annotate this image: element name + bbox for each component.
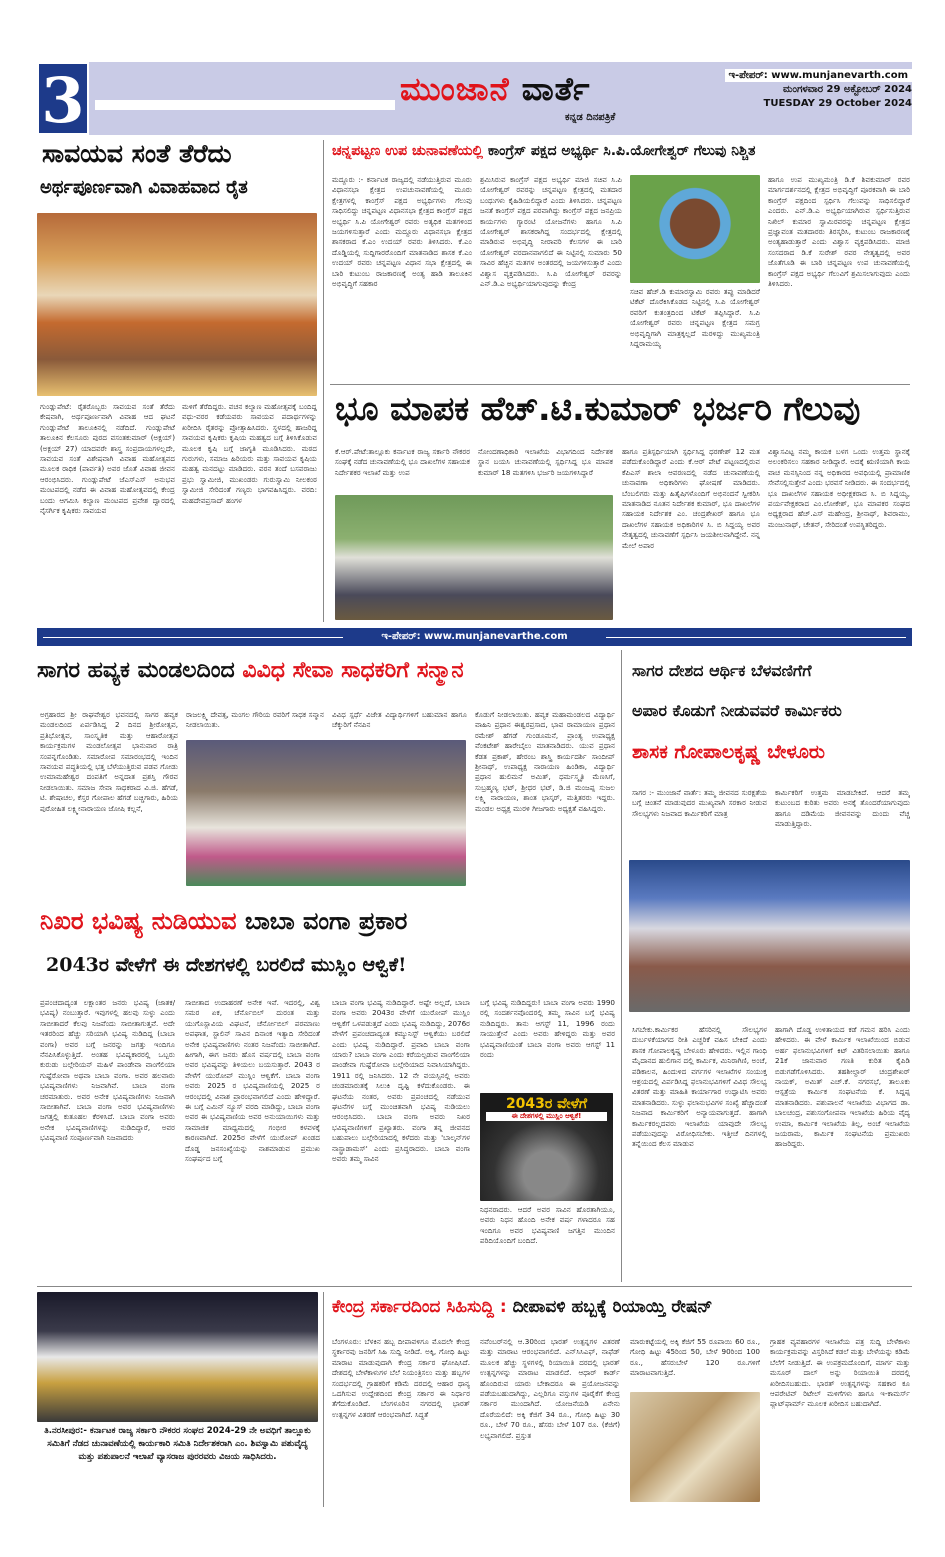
baba-col-1: ಪ್ರಪಂಚದಾದ್ಯಂತ ಲಕ್ಷಾಂತರ ಜನರು ಭವಿಷ್ಯ (ಜಾತಕ/ಭವಿಷ್ಯ) ನಂಬುತ್ತಾರೆ. ಇವುಗಳಲ್ಲಿ ಹಲವು ಸುಳ್ಳು ಎಂದು ಸಾಬೀತಾದರೆ ಕೆಲವು ನಿಜವೆಂದು ಸಾಬೀತಾಗುತ್ತವೆ. ಅದೇ ಇತರರಿಂದ ಹೆಚ್ಚು ಸರಿಯಾಗಿ ಭವಿಷ್ಯ ನುಡಿದಿದ್ದ (ಬಾಬಾ ವಂಗಾ) ಅವರ ಬಗ್ಗೆ ಜನರನ್ನು ಜಗತ್ತು ಇಂದಿಗೂ ನೆನಪಿಸಿಕೊಳ್ಳುತ್ತಿದೆ. ಅಂತಹ ಭವಿಷ್ಯಕಾರರಲ್ಲಿ ಒಬ್ಬರು ಕುರುಡು ಬಲ್ಗೇರಿಯನ್ ಮಹಿಳೆ ಪಾಂಡೇವಾ ವಾಂಗೆಲಿಯಾ ಗುಷ್ಟೆರೋವಾ ಅಥವಾ ಬಾಬಾ ವಂಗಾ. ಅವರ ಹಲವಾರು ಭವಿಷ್ಯವಾಣಿಗಳು ನಿಜವಾಗಿವೆ. ಬಾಬಾ ವಂಗಾ ಚರಮಾತುರು. ಅವರ ಅನೇಕ ಭವಿಷ್ಯವಾಣಿಗಳು ನಿಜವಾಗಿ ಸಾಬೀತಾಗಿವೆ. ಬಾಬಾ ವಂಗಾ ಅವರ ಭವಿಷ್ಯವಾಣಿಗಳು ಜಗತ್ತಲ್ಲಿ ಕುತೂಹಲ ಕೆರಳಿಸಿದೆ. ಬಾಬಾ ವಂಗಾ ಅವರು ಅನೇಕ ಭವಿಷ್ಯವಾಣಿಗಳನ್ನು ನುಡಿದಿದ್ದಾರೆ, ಅವರ ಭವಿಷ್ಯವಾಣಿ ಸಂಪೂರ್ಣವಾಗಿ ನಿಜವಾದರು xyxy=(40,998,175,1143)
headline-red: ಚನ್ನಪಟ್ಟಣ ಉಪ ಚುನಾವಣೆಯಲ್ಲಿ xyxy=(332,143,484,159)
baba-vanga-image xyxy=(480,1093,613,1201)
organic-col-1: ಗುಂಡ್ಲುಪೇಟೆ: ರೈತರೊಬ್ಬರು ಸಾವಯವ ಸಂತೆ ತೆರೆದು ಕೇಷವಾಗಿ, ಅರ್ಥಪೂರ್ಣವಾಗಿ ವಿವಾಹ ಆದ ಘಟನೆ ಗುಂಡ್ಲುಪೇಟೆ ತಾಲೂಕಿನಲ್ಲಿ ನಡೆದಿದೆ. ಗುಂಡ್ಲುಪೇಟೆ ತಾಲೂಕಿನ ಕೆಲಸೂರು ಪುರದ ವಸಂತಕುಮಾರ್ (ಅಕ್ಷಯ್) (ಅಕ್ಷಯ್ 27) ಯಾದವರೇ ಶಾಸ್ತ್ರ ಸಂಪ್ರದಾಯಗಳಲ್ಲದೇ, ಸಾವಯವ ಸಂತೆ ವಿಶೇಷವಾಗಿ ವಿವಾಹ ಮಹೋತ್ಸವದ ಮೂಲಕ ರಾಧಿಕ (ಪಾರ್ವತಿ) ಅವರ ಜೊತೆ ವಿವಾಹ ಜೀವನ ಆರಂಭಿಸಿದರು. ಗುಂಡ್ಲುಪೇಟೆ ಜೆಎಸ್‌ಎಸ್ ಅನುಭವ ಮಂಟಪದಲ್ಲಿ ನಡೆದ ಈ ವಿವಾಹ ಮಹೋತ್ಸವದಲ್ಲಿ ಕೇಂದ್ರ ಬಂದು ಆಗಮಿಸಿ ಕಲ್ಯಾಣ ಮಂಟಪದ ಪ್ರವೇಶ ದ್ವಾರದಲ್ಲಿ ನೈಸರ್ಗಿಕ ಕೃಷಿಕರು ಸಾವಯವ xyxy=(40,402,175,516)
ration-col-2: ನವೆಂಬರ್‌ನಲ್ಲಿ ಆ.30ರಿಂದ ಭಾರತ್ ಉತ್ಪನ್ನಗಳ ವಿತರಣೆ ಮತ್ತು ಮಾರಾಟ ಆರಂಭವಾಗಲಿದೆ. ಎನ್‌ಸಿಸಿಎಫ್, ನಾಫೆಡ್ ಮೂಲಕ ಹೆಚ್ಚು ಸ್ಥಳಗಳಲ್ಲಿ ರಿಯಾಯಿತಿ ದರದಲ್ಲಿ ಭಾರತ್ ಉತ್ಪನ್ನಗಳನ್ನು ಮಾರಾಟ ಮಾಡಲಿದೆ. ಆಧಾರ್ ಕಾರ್ಡ್ ಹೊಂದಿರುವ ಯಾರು ಬೇಕಾದರೂ ಈ ಪ್ರಯೋಜನವನ್ನು ಪಡೆಯಬಹುದಾಗಿದ್ದು, ಎಲ್ಲರಿಗೂ ವಸ್ತುಗಳ ಪೂರೈಕೆಗೆ ಕೇಂದ್ರ ಸರ್ಕಾರ ಮುಂದಾಗಿದೆ. ಯೋಜನೆಯಡಿ ಏನೇನು ದೊರೆಯಲಿದೆ: ಅಕ್ಕಿ ಕೆಜಿಗೆ 34 ರೂ., ಗೋಧಿ ಹಿಟ್ಟು 30 ರೂ., ಬೇಳೆ 70 ರೂ., ಹೆಸರು ಬೇಳೆ 107 ರೂ. (ಕೆಜಿಗೆ) ಲಭ್ಯವಾಗಲಿದೆ. ಪ್ರಸ್ತುತ xyxy=(480,1337,620,1440)
headline-black: ಸಾಗರ ಹವ್ಯಕ ಮಂಡಲದಿಂದ xyxy=(37,658,235,683)
date-english: TUESDAY 29 October 2024 xyxy=(763,98,912,109)
column-divider xyxy=(323,140,324,622)
headline-black: ದೀಪಾವಳಿ ಹಬ್ಬಕ್ಕೆ ರಿಯಾಯ್ತಿ ರೇಷನ್ xyxy=(512,1297,713,1317)
ration-col-3: ಮಾರುಕಟ್ಟೆಯಲ್ಲಿ ಅಕ್ಕಿ ಕೆಜಿಗೆ 55 ರೂಪಾಯಿ 60 ರೂ., ಗೋಧಿ ಹಿಟ್ಟು 45ರಿಂದ 50, ಬೇಳೆ 90ರಿಂದ 100 ರೂ., ಹೆಸರುಬೇಳೆ 120 ರೂ.ಗಳಿಗೆ ಮಾರಾಟವಾಗುತ್ತಿದೆ. xyxy=(630,1337,760,1378)
channapatna-col-2: ಶ್ರಮಿಸಿರುವ ಕಾಂಗ್ರೆಸ್ ಪಕ್ಷದ ಅಭ್ಯರ್ಥಿ ಮಾಜಿ ಸಚಿವ ಸಿ.ಪಿ ಯೋಗೇಶ್ವರ್ ರವರನ್ನು ಚನ್ನಪಟ್ಟಣ ಕ್ಷೇತ್ರದಲ್ಲಿ ಮತದಾರ ಬಂಧುಗಳು ಕೈಹಿಡಿಯಲಿದ್ದಾರೆ ಎಂದು ತಿಳಿಸಿದರು. ಚನ್ನಪಟ್ಟಣ ಜನತೆ ಕಾಂಗ್ರೆಸ್ ಪಕ್ಷದ ಪರವಾಗಿದ್ದು ಕಾಂಗ್ರೆಸ್ ಪಕ್ಷದ ಜನಪ್ರಿಯ ಕಾರ್ಯಗಳು ಗ್ಯಾರಂಟಿ ಯೋಜನೆಗಳು ಹಾಗೂ ಸಿ.ಪಿ ಯೋಗೇಶ್ವರ್ ಶಾಸಕರಾಗಿದ್ದ ಸಂದರ್ಭದಲ್ಲಿ ಕ್ಷೇತ್ರದಲ್ಲಿ ಮಾಡಿರುವ ಅಭಿವೃದ್ಧಿ ನೀರಾವರಿ ಕೆಲಸಗಳ ಈ ಬಾರಿ ಯೋಗೇಶ್ವರ್ ವರದಾನವಾಗಲಿದೆ ಈ ನಿಟ್ಟಿನಲ್ಲಿ ಸುಮಾರು 50 ಸಾವಿರ ಹೆಚ್ಚಿನ ಮತಗಳ ಅಂತರದಲ್ಲಿ ಜಯಗಳಿಸುತ್ತಾರೆ ಎಂದು ವಿಶ್ವಾಸ ವ್ಯಕ್ತಪಡಿಸಿದರು. ಸಿ.ಪಿ ಯೋಗೇಶ್ವರ್ ರವರನ್ನು ಎನ್.ಡಿ.ಎ ಅಭ್ಯರ್ಥಿಯಾಗುವುದನ್ನು ಕೇಂದ್ರ xyxy=(480,175,622,289)
headline-red: ವಿವಿಧ ಸೇವಾ ಸಾಧಕರಿಗೆ ಸನ್ಮಾನ xyxy=(242,658,464,683)
havyaka-col-3: ವಿವಿಧ ಸ್ಪರ್ಧೆ ವಿಜೇತ ವಿದ್ಯಾರ್ಥಿಗಳಿಗೆ ಬಹುಮಾನ ಹಾಗೂ ಚೆಕ್ಕುರಿಗೆ ನೆನಪಿನ xyxy=(332,710,467,730)
belur-headline-2: ಅಪಾರ ಕೊಡುಗೆ ನೀಡುವವರೆ ಕಾರ್ಮಿಕರು xyxy=(632,701,842,720)
kumar-headline: ಭೂ ಮಾಪಕ ಹೆಚ್.ಟಿ.ಕುಮಾರ್ ಭರ್ಜರಿ ಗೆಲುವು xyxy=(335,389,861,428)
baba-col-4: ಬಗ್ಗೆ ಭವಿಷ್ಯ ನುಡಿದಿದ್ದರು! ಬಾಬಾ ವಂಗಾ ಅವರು 1990 ರಲ್ಲಿ ಸಂದರ್ಶನವೊಂದರಲ್ಲಿ ತಮ್ಮ ಸಾವಿನ ಬಗ್ಗೆ ಭವಿಷ್ಯ ನುಡಿದಿದ್ದರು. ತಾನು ಆಗಸ್ಟ್ 11, 1996 ರಂದು ಸಾಯುತ್ತೇನೆ ಎಂದು ಅವರು ಹೇಳಿದ್ದರು ಮತ್ತು ಅವರ ಭವಿಷ್ಯವಾಣಿಯಂತೆ ಬಾಬಾ ವಂಗಾ ಅವರು ಆಗಸ್ಟ್ 11 ರಂದು xyxy=(480,998,615,1060)
logo-black: ವಾರ್ತೆ xyxy=(521,70,591,108)
labour-event-photo xyxy=(629,860,910,1012)
date-kannada: ಮಂಗಳವಾರ 29 ಅಕ್ಟೋಬರ್ 2024 xyxy=(783,84,912,95)
masthead-info xyxy=(683,70,912,112)
baba-subhead: 2043ರ ವೇಳೆಗೆ ಈ ದೇಶಗಳಲ್ಲಿ ಬರಲಿದೆ ಮುಸ್ಲಿಂ ಆಳ್ವಿಕೆ! xyxy=(46,954,407,976)
kumar-col-2: ನೋಂದಣಾಧಿಕಾರಿ ಇಲಾಖೆಯ ವಿಭಾಗದಿಂದ ನಿರ್ದೇಶಕ ಸ್ಥಾನ ಬಯಸಿ ಚುನಾವಣೆಯಲ್ಲಿ ಸ್ಪರ್ಧಿಸಿದ್ದ ಭೂ ಮಾಪಕ ಕುಮಾರ್ 18 ಮತಗಳಿಸಿ ಭರ್ಜರಿ ಜಯಗಳಿಸಿದ್ದಾರೆ xyxy=(478,447,613,477)
banner-url[interactable]: ಇ-ಪೇಪರ್: www.munjanevarthe.com xyxy=(381,631,568,642)
kumar-col-1: ಕೆ.ಆರ್.ಪೇಟೆ:ತಾಲ್ಲೂಕು ಕರ್ನಾಟಕ ರಾಜ್ಯ ಸರ್ಕಾರಿ ನೌಕರರ ಸಂಘಕ್ಕೆ ನಡೆದ ಚುನಾವಣೆಯಲ್ಲಿ ಭೂ ದಾಖಲೆಗಳ ಸಹಾಯಕ ನಿರ್ದೇಶಕರ ಇಲಾಖೆ ಮತ್ತು ಉಪ xyxy=(335,447,470,477)
epaper-banner xyxy=(37,628,912,646)
belur-col-4: ಹಾಗಾಗಿ ದೊಡ್ಡ ಉಳಿತಾಯದ ಕಡೆ ಗಮನ ಹರಿಸಿ ಎಂದು ಹೇಳಿದರು. ಈ ವೇಳೆ ಕಾರ್ಮಿಕ ಇಲಾಖೆಯಿಂದ ಬಿಡುವ ಅರ್ಹ ಫಲಾನುಭವಿಗಳಿಗೆ ಕಿಟ್ ವಿತರಿಸಲಾಯಿತು ಹಾಗೂ 21ಕೆ ಜಾನುವಾರ ಗಣತಿ ಕುರಿತ ಕೈಪಿಡಿ ಬಿಡುಗಡೆಗೊಳಿಸಿದರು. ತಹಶೀಲ್ದಾರ್ ಚಂದ್ರಶೇಖರ್ ನಾಯಕ್, ಅಮಿತ್ ಎಚ್.ಕೆ. ನಗರಸಭೆ, ತಾಲೂಕು ಆಸ್ಪತ್ರೆಯ ಕಾರ್ಮಿಕ ಸಂಘಟನೆಯ ಕೆ. ಸಿದ್ದಪ್ಪ ಮಾತನಾಡಿದರು. ಪಶುಪಾಲನೆ ಇಲಾಖೆಯ ವಿಭಾಗದ ಡಾ. ಬಾಲಚಂದ್ರ, ಪಶುಸಂಗೋಪನಾ ಇಲಾಖೆಯ ಹಿರಿಯ ವೈದ್ಯ ಉಮಾ, ಕಾರ್ಮಿಕ ಇಲಾಖೆಯ ತಿಲ್ಲ, ಅಂಚೆ ಇಲಾಖೆಯ ಜಯರಾಮ, ಕಾರ್ಮಿಕ ಸಂಘಟನೆಯ ಪ್ರಮುಖರು ಹಾಜರಿದ್ದರು. xyxy=(775,1025,910,1149)
divider xyxy=(37,1286,912,1287)
ration-col-4: ಗ್ರಾಹಕ ವ್ಯವಹಾರಗಳ ಇಲಾಖೆಯ ಪತ್ರ ಸುದ್ದಿ ಬೇಳೆಕಾಳು ಕಾರ್ಯಕ್ರಮವನ್ನು ವಿಸ್ತರಿಸಿದೆ ಕಡಲೆ ಮತ್ತು ಬೇಳೆಯನ್ನು ಕಡಿಮೆ ಬೆಲೆಗೆ ನೀಡುತ್ತಿದೆ. ಈ ಉಪಕ್ರಮದೊಂದಿಗೆ, ಮಾರ್ಗ ಮತ್ತು ಮಸೂರ್ ದಾಲ್ ಅನ್ನು ರಿಯಾಯಿತಿ ದರದಲ್ಲಿ ಖರೀದಿಸಬಹುದು. ಭಾರತ್ ಉತ್ಪನ್ನಗಳನ್ನು ಸಹಕಾರ ಕೂ ಆಪರೇಟಿವ್ ರಿಟೇಲ್ ಮಳಿಗೆಗಳು ಹಾಗೂ ಇ-ಕಾಮರ್ಸ್ ಪ್ಲಾಟ್‌ಫಾರ್ಮ್ ಮೂಲಕ ಖರೀದಿಸ ಬಹುದಾಗಿದೆ. xyxy=(770,1337,910,1409)
baba-col-3: ಬಾಬಾ ವಂಗಾ ಭವಿಷ್ಯ ನುಡಿದಿದ್ದಾರೆ. ಅಷ್ಟೇ ಅಲ್ಲದೆ, ಬಾಬಾ ವಂಗಾ ಅವರು 2043ರ ವೇಳೆಗೆ ಯುರೋಪ್ ಮುಸ್ಲಿಂ ಆಳ್ವಿಕೆಗೆ ಒಳಪಡುತ್ತದೆ ಎಂದು ಭವಿಷ್ಯ ನುಡಿದಿದ್ದು, 2076ರ ವೇಳೆಗೆ ಪ್ರಪಂಚದಾದ್ಯಂತ ಕಮ್ಯುನಿಸ್ಟ್ ಆಳ್ವಿಕೆಯು ಬರಲಿದೆ ಎಂದು ಭವಿಷ್ಯ ನುಡಿದಿದ್ದಾರೆ. ಪ್ರವಾದಿ ಬಾಬಾ ವಂಗಾ ಯಾರು? ಬಾಬಾ ವಂಗಾ ಎಂದು ಕರೆಯಲ್ಪಡುವ ವಾಂಗೆಲಿಯಾ ಪಾಂಡೇವಾ ಗುಷ್ಟೆರೋವಾ ಬಲ್ಗೇರಿಯಾದ ನಿವಾಸಿಯಾಗಿದ್ದರು. 1911 ರಲ್ಲಿ ಜನಿಸಿದರು. 12 ನೇ ವಯಸ್ಸಿನಲ್ಲಿ ಅವರು ಚಂಡಮಾರುತಕ್ಕೆ ಸಿಲುಕಿ ದೃಷ್ಟಿ ಕಳೆದುಕೊಂಡರು. ಈ ಘಟನೆಯ ನಂತರ, ಅವರು ಪ್ರಪಂಚದಲ್ಲಿ ನಡೆಯುವ ಘಟನೆಗಳ ಬಗ್ಗೆ ಮುಂಚಿತವಾಗಿ ಭವಿಷ್ಯ ನುಡಿಯಲು ಆರಂಭಿಸಿದರು. ಬಾಬಾ ವಂಗಾ ಅವರು ನಿಖರ ಭವಿಷ್ಯವಾಣಿಗಳಿಗೆ ಪ್ರಖ್ಯಾತರು. ವಂಗಾ ತನ್ನ ಜೀವನದ ಬಹುಪಾಲು ಬಲ್ಗೇರಿಯಾದಲ್ಲಿ ಕಳೆದರು ಮತ್ತು 'ಬಾಲ್ಕನ್‌ಗಳ ನಾಸ್ಟ್ರಾಡಾಮಸ್' ಎಂದು ಪ್ರಸಿದ್ಧರಾದರು. ಬಾಬಾ ವಂಗಾ ಅವರು ತಮ್ಮ ಸಾವಿನ xyxy=(332,998,470,1164)
divider xyxy=(330,384,910,385)
group-photo xyxy=(335,495,613,620)
belur-col-3: ಸಿಗಬೇಕು.ಕಾರ್ಮಿಕರ ಹೆಸರಿನಲ್ಲಿ ಸೌಲಭ್ಯಗಳ ದುರ್ಬಳಕೆಯಾಗದ ರೀತಿ ಎಚ್ಚರಿಕೆ ವಹಿಸ ಬೇಕಿದೆ ಎಂದು ಶಾಸಕ ಗೋಪಾಲಕೃಷ್ಣ ಬೇಳೂರು ಹೇಳಿದರು. ಇಲ್ಲಿನ ಗಾಂಧಿ ಮೈದಾನದ ಹುಲಿಗಾನ ದಲ್ಲಿ ಕಾರ್ಮಿಕ, ಮಿನಿರಾಗಿಣಿ, ಅಂಚೆ, ಪಡಿಕಾಲನ, ಹಿಂದುಳಿದ ವರ್ಗಗಳ ಇಲಾಖೆಗಳ ಸಂಯುಕ್ತ ಆಶ್ರಯದಲ್ಲಿ ವಿರ್ಪಡಿಸಿದ್ದ ಫಲಾನುಭವಿಗಳಿಗೆ ವಿವಿಧ ಸೌಲಭ್ಯ ವಿತರಣೆ ಮತ್ತು ಮಾಹಿತಿ ಕಾರ್ಯಾಗಾರ ಉದ್ಘಾಟಿಸಿ ಅವರು ಮಾತನಾಡಿದರು. ಸುಳ್ಳು ಫಲಾನುಭವಿಗಳ ಸಂಖ್ಯೆ ಹೆಚ್ಚಾದಂತೆ ನಿಜವಾದ ಕಾರ್ಮಿಕರಿಗೆ ಅನ್ಯಾಯವಾಗುತ್ತದೆ. ಹಾಗಾಗಿ ಕಾರ್ಮಿಕರಲ್ಲದವರು ಇಲಾಖೆಯ ಯಾವುದೇ ಸೌಲಭ್ಯ ಪಡೆಯುವುದನ್ನು ವಿರೋಧಿಸಬೇಕು. ಇತ್ತೀಚೆ ದಿನಗಳಲ್ಲಿ ತನ್ನೆಯಿಂದ ಕೆಲಸ ಮಾಡುವ xyxy=(632,1025,767,1149)
newspaper-logo xyxy=(400,70,670,109)
ration-col-1: ಬೆಂಗಳೂರು: ಬೆಳಕಿನ ಹಬ್ಬ ದೀಪಾವಳಿಗೂ ಮೊದಲೇ ಕೇಂದ್ರ ಸ್ಥರ್ಕಾರವು ಜನರಿಗೆ ಸಿಹಿ ಸುದ್ದಿ ನೀಡಿದೆ. ಅಕ್ಕಿ, ಗೋಧಿ ಹಿಟ್ಟು ಮಾರಾಟ ಮಾಡುವುದಾಗಿ ಕೇಂದ್ರ ಸರ್ಕಾರ ಘೋಷಿಸಿದೆ. ದೇಶದಲ್ಲಿ ಬೇಳೆಕಾಳುಗಳ ಬೆಲೆ ನಿಯಂತ್ರಿಸಲು ಮತ್ತು ಹಬ್ಬಗಳ ಸಂದರ್ಭದಲ್ಲಿ ಗ್ರಾಹಕರಿಗೆ ಕಡಿಮೆ ದರದಲ್ಲಿ ಆಹಾರ ಧಾನ್ಯ ಒದಗಿಸುವ ಉದ್ದೇಶದಿಂದ ಕೇಂದ್ರ ಸರ್ಕಾರ ಈ ನಿರ್ಧಾರ ತೆಗೆದುಕೊಂಡಿದೆ. ಬೆಂಗಳೂರಿನ ನಗರದಲ್ಲಿ ಭಾರತ್ ಉತ್ಪನ್ನಗಳ ವಿತರಣೆ ಆರಂಭವಾಗಿದೆ. ಸಿದ್ಧತೆ xyxy=(332,1337,470,1419)
image-subtitle: ಈ ದೇಶಗಳಲ್ಲಿ ಮುಸ್ಲಿಂ ಆಳ್ವಿಕೆ! xyxy=(486,1112,607,1121)
havyaka-col-2: ರಾಜಲಕ್ಷ್ಮಿ ದೇವತ್ಸ, ಮಂಗಲ ಗೌರಿಯ ರವರಿಗೆ ಸಾಧಕ ಸನ್ಮಾನ ನೀಡಲಾಯಿತು. xyxy=(186,710,324,730)
kumar-col-3: ಹಾಗೂ ಪ್ರತಿಸ್ಪರ್ಧಿಯಾಗಿ ಸ್ಪರ್ಧಿಸಿದ್ದ ಧರಣೇಶ್ 12 ಮತ ಪಡೆದುಕೊಂಡಿದ್ದಾರೆ ಎಂದು ಕೆ.ಆರ್ ಪೇಟೆ ಪಟ್ಟಣದಲ್ಲಿರುವ ಕೆಪಿಎಸ್ ಶಾಲಾ ಆವರಣದಲ್ಲಿ ನಡೆದ ಚುನಾವಣೆಯಲ್ಲಿ ಚುನಾವಣಾ ಅಧಿಕಾರಿಗಳು ಘೋಷಣೆ ಮಾಡಿದರು. ಬೆಂಬಲಿಗರು ಮತ್ತು ಹಿತೈಷಿಗಳೊಂದಿಗೆ ಅಭಿನಂದನೆ ಸ್ವೀಕರಿಸಿ ಮಾತನಾಡಿದ ನೂತನ ನಿರ್ದೇಶಕ ಕುಮಾರ್, ಭೂ ದಾಖಲೆಗಳ ಸಹಾಯಕ ನಿರ್ದೇಶಕ ಎಂ. ಚಂದ್ರಶೇಖರ್ ಹಾಗೂ ಭೂ ದಾಖಲೆಗಳ ಸಹಾಯಕ ಅಧಿಕಾರಿಗಳ ಸಿ. ಬಿ ಸಿದ್ದಯ್ಯ ಅವರ ನೇತೃತ್ವದಲ್ಲಿ ಚುನಾವಣೆಗೆ ಸ್ಪರ್ಧಿಸಿ ಜಯಶೀಲನಾಗಿದ್ದೇನೆ. ನನ್ನ ಮೇಲೆ ಅಪಾರ xyxy=(622,447,760,550)
headline-red: ಕೇಂದ್ರ ಸರ್ಕಾರದಿಂದ ಸಿಹಿಸುದ್ದಿ : xyxy=(332,1297,507,1317)
baba-col-4b: ನಿಧನರಾದರು. ಆದರೆ ಅವರ ಸಾವಿನ ಹೊರತಾಗಿಯೂ, ಅವರು ನಿಧನ ಹೊಂದಿ ಅನೇಕ ವರ್ಷ ಗಳಾದರೂ ಸಹ ಇಂದಿಗೂ ಅವರ ಭವಿಷ್ಯವಾಣಿ ಜಗತ್ತಿನ ಮುಂದಿನ ಪರಿದಿಯೊಂದಿಗೆ ಬಂದಿದೆ. xyxy=(480,1205,615,1246)
logo-red: ಮುಂಜಾನೆ xyxy=(400,70,510,108)
channapatna-col-1: ಮದ್ದೂರು :- ಕರ್ನಾಟಕ ರಾಜ್ಯದಲ್ಲಿ ನಡೆಯುತ್ತಿರುವ ಮೂರು ವಿಧಾನಸಭಾ ಕ್ಷೇತ್ರದ ಉಪಚುನಾವಣೆಯಲ್ಲಿ ಮೂರು ಕ್ಷೇತ್ರಗಳಲ್ಲಿ ಕಾಂಗ್ರೆಸ್ ಪಕ್ಷದ ಅಭ್ಯರ್ಥಿಗಳು ಗೆಲುವು ಸಾಧಿಸಲಿದ್ದು ಚನ್ನಪಟ್ಟಣ ವಿಧಾನಸಭಾ ಕ್ಷೇತ್ರದ ಕಾಂಗ್ರೆಸ್ ಪಕ್ಷದ ಅಭ್ಯರ್ಥಿ ಸಿ.ಪಿ ಯೋಗೇಶ್ವರ್ ರವರು ಅತ್ಯಧಿಕ ಮತಗಳಿಂದ ಜಯಗಳಿಸುತ್ತಾರೆ ಎಂದು ಮದ್ದೂರು ವಿಧಾನಸಭಾ ಕ್ಷೇತ್ರದ ಶಾಸಕರಾದ ಕೆ.ಎಂ ಉದಯ್ ರವರು ತಿಳಿಸಿದರು. ಕೆ.ಎಂ ದೊಡ್ಡಿಯಲ್ಲಿ ಸುದ್ದಿಗಾರರೊಂದಿಗೆ ಮಾತನಾಡಿದ ಶಾಸಕ ಕೆ.ಎಂ ಉದಯ್ ರವರು ಚನ್ನಪಟ್ಟಣ ವಿಧಾನ ಸಭಾ ಕ್ಷೇತ್ರದಲ್ಲಿ ಈ ಬಾರಿ ಕುಟುಂಬ ರಾಜಕಾರಣಕ್ಕೆ ಅಂತ್ಯ ಹಾಡಿ ತಾಲೂಕಿನ ಅಭಿವೃದ್ಧಿಗೆ ಸಹಕಾರ xyxy=(332,175,472,289)
candidate-portrait xyxy=(630,175,760,283)
havyaka-col-1: ಅಗ್ರಹಾರದ ಶ್ರೀ ರಾಘವೇಶ್ವರ ಭವನದಲ್ಲಿ ಸಾಗರ ಹವ್ಯಕ ಮಂಡಲದಿಂದ ಏರ್ಪಡಿಸಿದ್ದ 2 ದಿನದ ಶ್ರೀರೋತ್ಸವ, ಪ್ರತಿಭೋತ್ಸವ, ಸಾಂಸ್ಕೃತಿಕ ಮತ್ತು ಆಹಾರೋತ್ಸವ ಕಾರ್ಯಕ್ರಮಗಳ ಮಂಡಲೋತ್ಸವ ಭಾನುವಾರ ರಾತ್ರಿ ಸಂಪನ್ನಗೊಂಡಿತು. ಸಮಾರೋಪ ಸಮಾರಂಭದಲ್ಲಿ ಇಂದಿನ ಸಾವಯವ ಪದ್ಧತಿಯಲ್ಲಿ ಭತ್ತ ಬೆಳೆಯುತ್ತಿರುವ ಪಡವ ಗೋಡು ಉಮಾಮಹೇಶ್ವರ ದಂಪತಿಗೆ ಅನ್ನದಾತ ಪ್ರಶಸ್ತಿ ಗೌರವ ನೀಡಲಾಯಿತು. ಸಮಾಜ ಸೇವಾ ಸಾಧಕರಾದ ವಿ.ಜಿ. ಹೆಗಡೆ, ಟಿ. ಶೇಷಾಚಲ, ಕೆಸ್ತರ ಗೋಪಾಲ ಹೆಗಡೆ ಬಚ್ಚಿಗಾರು, ಹಿರಿಯ ಪುರೋಹಿತ ಲಕ್ಷ್ಮೀನಾರಾಯಣ ಜೋಷಿ ಕಲ್ಲನೆ, xyxy=(40,710,178,813)
organic-headline-2: ಅರ್ಥಪೂರ್ಣವಾಗಿ ವಿವಾಹವಾದ ರೈತ xyxy=(40,177,248,198)
organic-col-2: ಮಳಿಗೆ ತೆರೆದಿದ್ದರು. ವಚನ ಕಲ್ಯಾಣ ಮಹೋತ್ಸವಕ್ಕೆ ಬಂದಿದ್ದ ವಧು-ವರರ ಕಡೆಯವರು ಸಾವಯವ ಪದಾರ್ಥಗಳನ್ನು ಖರೀದಿಸಿ ರೈತರನ್ನು ಪ್ರೋತ್ಸಾಹಿಸಿದರು. ಸ್ಥಳದಲ್ಲಿ ಹಾಜರಿದ್ದ ಸಾವಯವ ಕೃಷಿಕರು ಕೃಷಿಯ ಮಹತ್ವದ ಬಗ್ಗೆ ತಿಳಿಸಿಕೊಡುವ ಮೂಲಕ ಕೃಷಿ ಬಗ್ಗೆ ಜಾಗೃತಿ ಮೂಡಿಸಿದರು. ಮಠದ ಗುರುಗಳು, ಸಮಾಜ ಹಿರಿಯರು ಮತ್ತು ಸಾವಯವ ಕೃಷಿಯ ಮಹತ್ವ ಮನದಟ್ಟು ಮಾಡಿದರು. ವರನ ತಂದೆ ಬಸವರಾಜು ಪ್ರಭು ಸ್ವಾಮೀಜಿ, ಮುಖಂಡರು ಗುರುಸ್ವಾಮಿ ನೀಲಕಂಠ ಸ್ವಾಮೀಜಿ ಸೇರಿದಂತೆ ಗಣ್ಯರು ಭಾಗವಹಿಸಿದ್ದರು. ವರದಿ: ಮಹದೇವಪ್ರಸಾದ್ ಹಂಗಳ xyxy=(182,402,317,505)
kumar-col-4: ವಿಶ್ವಾಸವಿಟ್ಟ ನಮ್ಮ ಕಾಯಕ ಬಳಗ ಒಂದು ಉತ್ತಮ ಸ್ಥಾನಕ್ಕೆ ಅಲಂಕರಿಸಲು ಸಹಕಾರ ನೀಡಿದ್ದಾರೆ. ಅದಕ್ಕೆ ಋಣಿಯಾಗಿ ಕಾಯ ವಾಚ ಮನಸ್ಸಿನಿಂದ ನನ್ನ ಅಧಿಕಾರದ ಅವಧಿಯಲ್ಲಿ ಪ್ರಾಮಾಣಿಕ ಸೇವೆಸಲ್ಲಿಸುತ್ತೇನೆ ಎಂದು ಭರವಸೆ ನೀಡಿದರು. ಈ ಸಂದರ್ಭದಲ್ಲಿ ಭೂ ದಾಖಲೆಗಳ ಸಹಾಯಕ ಅಧೀಕ್ಷಕರಾದ ಸಿ. ಬಿ ಸಿದ್ದಯ್ಯ, ಪರ್ಯವೇಕ್ಷಕರಾದ ಎಂ.ಲೋಕೇಶ್, ಭೂ ಮಾಪಕರ ಸಂಘದ ಅಧ್ಯಕ್ಷರಾದ ಹೆಚ್.ಎಸ್ ಮಹೇಂದ್ರ, ಶ್ರೀನಾಥ್, ಶಿವರಾಮು, ಮಂಜುನಾಥ್, ಚೇತನ್, ಸೇರಿದಂತೆ ಉಪಸ್ಥಿತರಿದ್ದರು. xyxy=(768,447,910,529)
headline-black: ಬಾಬಾ ವಂಗಾ ಪ್ರಕಾರ xyxy=(244,907,408,935)
baba-col-2: ಸಾಬೀತಾದ ಉದಾಹರಣೆ ಅನೇಕ ಇವೆ. ಇದರಲ್ಲಿ, ವಿಶ್ವ ಸಮರ ಏಕ, ಚೆರ್ನೊಬಿಲ್ ದುರಂತ ಮತ್ತು ಯುಗೊಸ್ಲಾವಿಯ ವಿಘಟನೆ, ಚೆರ್ನೋಬಿಲ್ ಪರಮಾಣು ಅಪಘಾತ, ಸ್ಟಾಲಿನ್ ಸಾವಿನ ದಿನಾಂಕ ಇತ್ಯಾದಿ ಸೇರಿದಂತೆ ಅನೇಕ ಭವಿಷ್ಯವಾಣಿಗಳು ನಂತರ ನಿಜವೆಂದು ಸಾಬೀತಾಗಿದೆ. ಹೀಗಾಗಿ, ಈಗ ಜನರು ಹೊಸ ವರ್ಷದಲ್ಲಿ ಬಾಬಾ ವಂಗಾ ಅವರ ಭವಿಷ್ಯವನ್ನು ತಿಳಿಯಲು ಬಯಸುತ್ತಾರೆ. 2043 ರ ವೇಳೆಗೆ ಯುರೋಪ್ ಮುಸ್ಲಿಂ ಆಳ್ವಿಕೆಗೆ. ಬಾಬಾ ವಂಗಾ ಅವರು 2025 ರ ಭವಿಷ್ಯವಾಣಿಯಲ್ಲಿ 2025 ರ ಆರಂಭದಲ್ಲಿ ವಿನಾಶ ಪ್ರಾರಂಭವಾಗಲಿದೆ ಎಂದು ಹೇಳಿದ್ದಾರೆ. ಈ ಬಗ್ಗೆ ಎಮಿನ್ ನ್ಯೂಸ್ ವರದಿ ಮಾಡಿದ್ದು, ಬಾಬಾ ವಂಗಾ ಅವರ ಈ ಭವಿಷ್ಯವಾಣಿಯ ಅವರ ಅನುಯಾಯಿಗಳು ಮತ್ತು ಸಾಮಾಜಿಕ ಮಾಧ್ಯಮದಲ್ಲಿ ಗಂಭೀರ ಕಳವಳಕ್ಕೆ ಕಾರಣವಾಗಿದೆ. 2025ರ ವೇಳೆಗೆ ಯುರೋಪ್ ಖಂಡದ ದೊಡ್ಡ ಜನಸಂಖ್ಯೆಯನ್ನು ನಾಶಮಾಡುವ ಪ್ರಮುಖ ಸಂಘರ್ಷದ ಬಗ್ಗೆ xyxy=(185,998,320,1164)
channapatna-col-3: ಸಚಿವ ಹೆಚ್.ಡಿ ಕುಮಾರಸ್ವಾಮಿ ರವರು ತಪ್ಪು ಮಾಡಿದರೆ ಟಿಕೆಟ್ ದೊರೆಕಿಸಿಕೊಡದ ನಿಟ್ಟಿನಲ್ಲಿ ಸಿ.ಪಿ ಯೋಗೇಶ್ವರ್ ರವರಿಗೆ ಕುತಂತ್ರದಿಂದ ಟಿಕೆಟ್ ತಪ್ಪಿಸಿದ್ದಾರೆ. ಸಿ.ಪಿ ಯೋಗೇಶ್ವರ್ ರವರು ಚನ್ನಪಟ್ಟಣ ಕ್ಷೇತ್ರದ ಸಮಗ್ರ ಅಭಿವೃದ್ಧಿಗಾಗಿ ಮಾತ್ರಕ್ಕಲ್ಲದೆ ಮರಳಿದ್ದು ಮುಖ್ಯಮಂತ್ರಿ ಸಿದ್ದರಾಮಯ್ಯ xyxy=(630,287,760,349)
belur-col-2: ಕಾರ್ಮಿಕರಿಗೆ ಉತ್ತಮ ಮಾಡಬೇಕಿದೆ. ಆದರೆ ತಮ್ಮ ಕುಟುಂಬದ ಕುರಿತು ಅವರು ಅನಕ್ಕೆ ತೊಂದರೆಯಾಗುವುದು ಹಾಗೂ ದಡಿಮೆಯ ಜೀವನವನ್ನು ದುಂದು ವೆಚ್ಚ ಮಾಡುತ್ತಿದ್ದಾರು. xyxy=(775,788,910,829)
organic-headline-1: ಸಾವಯವ ಸಂತೆ ತೆರೆದು xyxy=(42,139,232,168)
headline-black: ಕಾಂಗ್ರೆಸ್ ಪಕ್ಷದ ಅಭ್ಯರ್ಥಿ ಸಿ.ಪಿ.ಯೋಗೇಶ್ವರ್ ಗೆಲುವು ನಿಶ್ಚಿತ xyxy=(487,143,756,159)
photo-caption: ತಿ.ನರಸೀಪುರ:- ಕರ್ನಾಟಕ ರಾಜ್ಯ ಸರ್ಕಾರಿ ನೌಕರರ ಸಂಘದ 2024-29 ನೇ ಅವಧಿಗೆ ತಾಲ್ಲೂಕು ಸಮಿತಿಗೆ ನೆಡದ ಚುನಾವಣೆಯಲ್ಲಿ ಕಾರ್ಯಕಾರಿ ಸಮಿತಿ ನಿರ್ದೇಶಕರಾಗಿ ಎಂ. ಶಿವಸ್ವಾಮಿ ಪಶುವೈದ್ಯ ಮತ್ತು ಪಶುಪಾಲನೆ ಇಲಾಖೆ ವ್ಯಾಸರಾಜ ಪುರರವರು ವಿಜಯ ಸಾಧಿಸಿದರು. xyxy=(44,1426,311,1462)
tagline: ಕನ್ನಡ ದಿನಪತ್ರಿಕೆ xyxy=(565,112,616,123)
grain-sacks-photo xyxy=(630,1392,760,1502)
felicitation-photo xyxy=(186,740,466,886)
wedding-photo xyxy=(37,213,317,396)
havyaka-headline xyxy=(37,658,615,683)
baba-headline xyxy=(40,908,615,936)
election-celebration-photo xyxy=(37,1292,318,1422)
belur-headline-3: ಶಾಸಕ ಗೋಪಾಲಕೃಷ್ಣ ಬೇಳೂರು xyxy=(632,741,825,763)
image-title: 2043ರ ವೇಳೆಗೆ xyxy=(480,1093,613,1112)
ration-headline xyxy=(332,1298,910,1318)
page-number: 3 xyxy=(37,62,89,135)
column-divider xyxy=(621,650,622,1282)
belur-headline-1: ಸಾಗರ ದೇಶದ ಆರ್ಥಿಕ ಬೆಳವಣಿಗೆಗೆ xyxy=(632,661,812,680)
belur-col-1: ಸಾಗರ :- ಮುಂಜಾನೆ ವಾರ್ತೆ: ತಮ್ಮ ಜೀವನದ ಸುರಕ್ಷತೆಯ ಬಗ್ಗೆ ಚಿಂತನೆ ಮಾಡುವುದರ ಮುಖ್ಯವಾಗಿ ಸರಕಾರ ನೀಡುವ ಸೌಲಭ್ಯಗಳು ನಿಜವಾದ ಕಾರ್ಮಿಕರಿಗೆ ಮಾತ್ರ xyxy=(632,788,767,818)
column-divider xyxy=(323,1292,324,1507)
masthead-stripe xyxy=(95,100,395,110)
channapatna-headline xyxy=(332,143,910,159)
channapatna-col-4: ಹಾಗೂ ಉಪ ಮುಖ್ಯಮಂತ್ರಿ ಡಿ.ಕೆ ಶಿವಕುಮಾರ್ ರವರ ಮಾರ್ಗದರ್ಶನದಲ್ಲಿ ಕ್ಷೇತ್ರದ ಅಭಿವೃದ್ಧಿಗೆ ಪೂರಕವಾಗಿ ಈ ಬಾರಿ ಕಾಂಗ್ರೆಸ್ ಪಕ್ಷದಿಂದ ಸ್ಪರ್ಧಿಸಿ ಗೆಲುವನ್ನು ಸಾಧಿಸಲಿದ್ದಾರೆ ಎಂದರು. ಎನ್.ಡಿ.ಎ ಅಭ್ಯರ್ಥಿಯಾಗಿರುವ ಸ್ಪರ್ಧಿಸುತ್ತಿರುವ ನಿಖಿಲ್ ಕುಮಾರ ಸ್ವಾಮಿರವರನ್ನು ಚನ್ನಪಟ್ಟಣ ಕ್ಷೇತ್ರದ ಪ್ರಜ್ಞಾವಂತ ಮತದಾರರು ತಿರಸ್ಕರಿಸಿ, ಕುಟುಂಬ ರಾಜಕಾರಣಕ್ಕೆ ಅಂತ್ಯಹಾಡುತ್ತಾರೆ ಎಂದು ವಿಶ್ವಾಸ ವ್ಯಕ್ತಪಡಿಸಿದರು. ಮಾಜಿ ಸಂಸದರಾದ ಡಿ.ಕೆ ಸುರೇಶ್ ರವರ ನೇತೃತ್ವದಲ್ಲಿ ಅವರ ಜೊತೆಗೂಡಿ ಈ ಬಾರಿ ಚನ್ನಪಟ್ಟಣ ಉಪ ಚುನಾವಣೆಯಲ್ಲಿ ಕಾಂಗ್ರೆಸ್ ಪಕ್ಷದ ಅಭ್ಯರ್ಥಿ ಗೆಲುವಿಗೆ ಶ್ರಮಿಸಲಾಗುವುದು ಎಂದು ತಿಳಿಸಿದರು. xyxy=(768,175,910,289)
headline-red: ನಿಖರ ಭವಿಷ್ಯ ನುಡಿಯುವ xyxy=(40,907,237,935)
havyaka-col-4: ಕೊಡುಗೆ ನೀಡಲಾಯಿತು. ಹವ್ಯಕ ಮಹಾಮಂಡಲದ ವಿದ್ಯಾರ್ಥಿ ವಾಹಿನಿ ಪ್ರಧಾನ ಈಶ್ವರಪ್ರಸಾದ, ಭಾವ ರಾಮಾಯಣ ಪ್ರಧಾನ ರಮೇಶ್ ಹೆಗಡೆ ಗುಂಡೂಮನೆ, ಪ್ರಾಂತ್ಯ ಉಪಾಧ್ಯಕ್ಷ ವೆಂಕಟೇಶ್ ಹಾರೇಬೈಲು ಮಾತನಾಡಿದರು. ಯುವ ಪ್ರಧಾನ ಕೆಡತ ಪ್ರಕಾಶ್, ಹೇರಂಬ ಶಾಸ್ತ್ರಿ ಕಾರ್ಯದರ್ಶಿ ಸಾಂದೀಪ್ ಶ್ರೀನಾಥ್, ಉಪಾಧ್ಯಕ್ಷ ನಾರಾಯಣ ಹಿಂಡಿಕಾ, ವಿದ್ಯಾರ್ಥಿ ಪ್ರಧಾನ ಹುಲಿಮನೆ ಅಮಿತ್, ಧರ್ಮಸ್ಮೃತಿ ಮೆಣಸಿಗೆ, ಸುಬ್ರಹ್ಮಣ್ಯ ಭಟ್, ಶ್ರೀಧರ ಭಟ್, ಡಿ.ಜಿ ಮಂಜಪ್ಪ ಸುಜಲ ಲಕ್ಷ್ಮಿ ನಾರಾಯಣ, ಶಾಂತ ಭಾಸ್ಕರ್, ಮತ್ತಿತರರು ಇದ್ದರು. ಮಂಡಲ ಅಧ್ಯಕ್ಷ ಮುರಳಿ ಗೀಜಗಾರು ಅಧ್ಯಕ್ಷತೆ ವಹಿಸಿದ್ದರು. xyxy=(475,710,615,813)
epaper-link[interactable]: ಇ-ಪೇಪರ್: www.munjanevarth.com xyxy=(725,69,913,82)
